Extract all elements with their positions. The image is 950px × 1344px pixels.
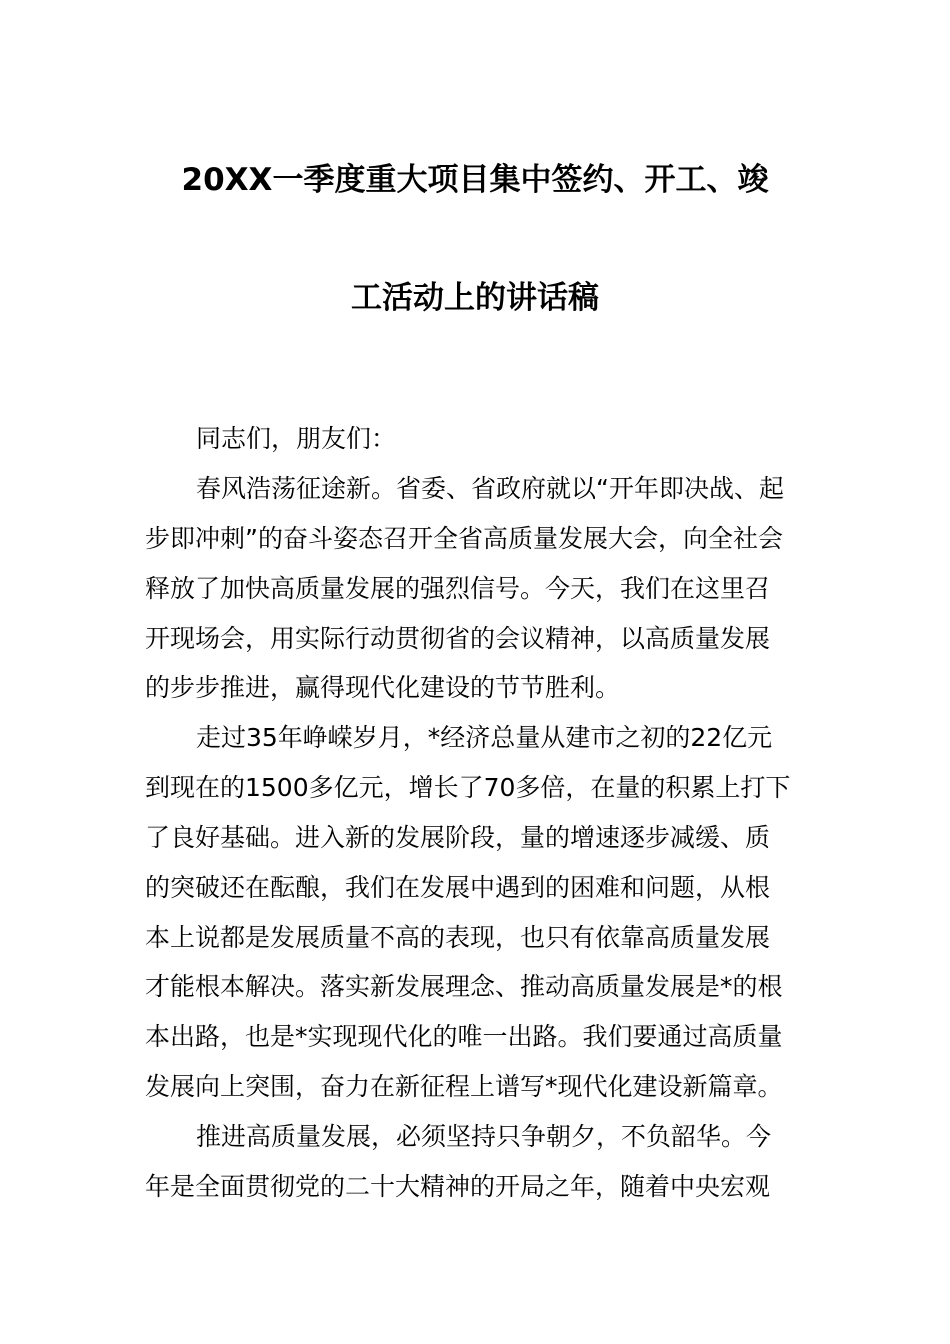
paragraph-2-line-5: 本上说都是发展质量不高的表现，也只有依靠高质量发展 — [145, 923, 771, 952]
paragraph-3-line-1: 推进高质量发展，必须坚持只争朝夕，不负韶华。今 — [196, 1122, 772, 1151]
paragraph-2-line-8: 发展向上突围，奋力在新征程上谱写*现代化建设新篇章。 — [145, 1072, 783, 1101]
document-title-line-2: 工活动上的讲话稿 — [351, 280, 599, 316]
paragraph-1-line-3: 释放了加快高质量发展的强烈信号。今天，我们在这里召 — [145, 574, 771, 603]
paragraph-3-line-2: 年是全面贯彻党的二十大精神的开局之年，随着中央宏观 — [145, 1172, 771, 1201]
paragraph-1-line-5: 的步步推进，赢得现代化建设的节节胜利。 — [145, 673, 621, 702]
paragraph-2-line-3: 了良好基础。进入新的发展阶段，量的增速逐步减缓、质 — [145, 823, 771, 852]
paragraph-1-line-2: 步即冲刺”的奋斗姿态召开全省高质量发展大会，向全社会 — [145, 524, 783, 553]
greeting: 同志们，朋友们： — [196, 424, 397, 453]
paragraph-2-line-6: 才能根本解决。落实新发展理念、推动高质量发展是*的根 — [145, 972, 783, 1001]
paragraph-2-line-4: 的突破还在酝酿，我们在发展中遇到的困难和问题，从根 — [145, 873, 771, 902]
document-title-line-1: 20XX一季度重大项目集中签约、开工、竣 — [181, 162, 769, 198]
paragraph-1-line-4: 开现场会，用实际行动贯彻省的会议精神，以高质量发展 — [145, 624, 771, 653]
paragraph-2-line-1: 走过35年峥嵘岁月，*经济总量从建市之初的22亿元 — [196, 723, 773, 752]
paragraph-2-line-2: 到现在的1500多亿元，增长了70多倍，在量的积累上打下 — [145, 773, 791, 802]
paragraph-1-line-1: 春风浩荡征途新。省委、省政府就以“开年即决战、起 — [196, 474, 784, 503]
paragraph-2-line-7: 本出路，也是*实现现代化的唯一出路。我们要通过高质量 — [145, 1022, 783, 1051]
